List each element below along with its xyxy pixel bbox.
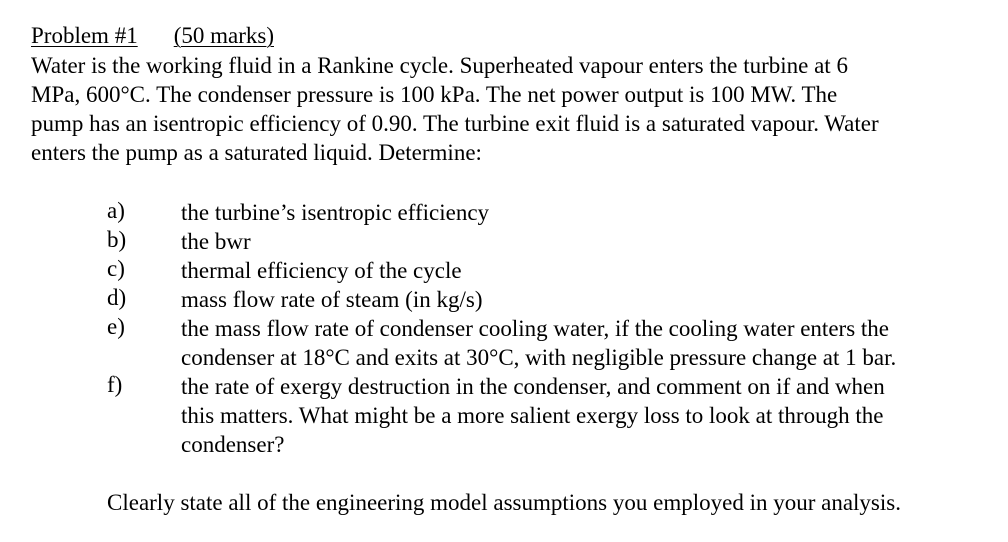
problem-heading — [31, 22, 274, 50]
problem-marks: (50 marks) — [173, 23, 274, 48]
question-item-e — [0, 314, 1008, 372]
question-line: thermal efficiency of the cycle — [181, 258, 462, 283]
statement-line: pump has an isentropic efficiency of 0.90. The turbine exit fluid is a saturated vapour. Water — [31, 111, 879, 136]
question-label: c) — [107, 256, 125, 281]
question-line: the rate of exergy destruction in the condenser, and comment on if and when — [181, 374, 885, 399]
question-line: the mass flow rate of condenser cooling water, if the cooling water enters the — [181, 316, 889, 341]
question-line: mass flow rate of steam (in kg/s) — [181, 287, 483, 312]
question-line: the turbine’s isentropic efficiency — [181, 200, 490, 225]
question-text — [181, 285, 981, 314]
question-item-d — [0, 285, 1008, 314]
question-label: a) — [107, 198, 125, 223]
question-item-c — [0, 256, 1008, 285]
question-line: condenser at 18°C and exits at 30°C, with negligible pressure change at 1 bar. — [181, 345, 897, 370]
question-item-f — [0, 372, 1008, 459]
question-item-a — [0, 198, 1008, 227]
question-line: condenser? — [181, 432, 285, 457]
question-text — [181, 227, 981, 256]
statement-line: enters the pump as a saturated liquid. Determine: — [31, 140, 482, 165]
problem-statement — [31, 51, 991, 167]
closing-instruction: Clearly state all of the engineering model assumptions you employed in your analysis. — [107, 490, 901, 515]
statement-line: MPa, 600°C. The condenser pressure is 100 kPa. The net power output is 100 MW. The — [31, 82, 838, 107]
question-text — [181, 256, 981, 285]
problem-number: Problem #1 — [31, 23, 138, 48]
question-label: d) — [107, 285, 127, 310]
question-text — [181, 372, 981, 459]
question-label: f) — [107, 372, 123, 397]
question-line: this matters. What might be a more salient exergy loss to look at through the — [181, 403, 884, 428]
question-text — [181, 314, 981, 372]
question-text — [181, 198, 981, 227]
question-list — [0, 198, 1008, 459]
question-label: e) — [107, 314, 125, 339]
question-label: b) — [107, 227, 127, 252]
question-line: the bwr — [181, 229, 251, 254]
question-item-b — [0, 227, 1008, 256]
statement-line: Water is the working fluid in a Rankine cycle. Superheated vapour enters the turbine at 6 — [31, 53, 848, 78]
